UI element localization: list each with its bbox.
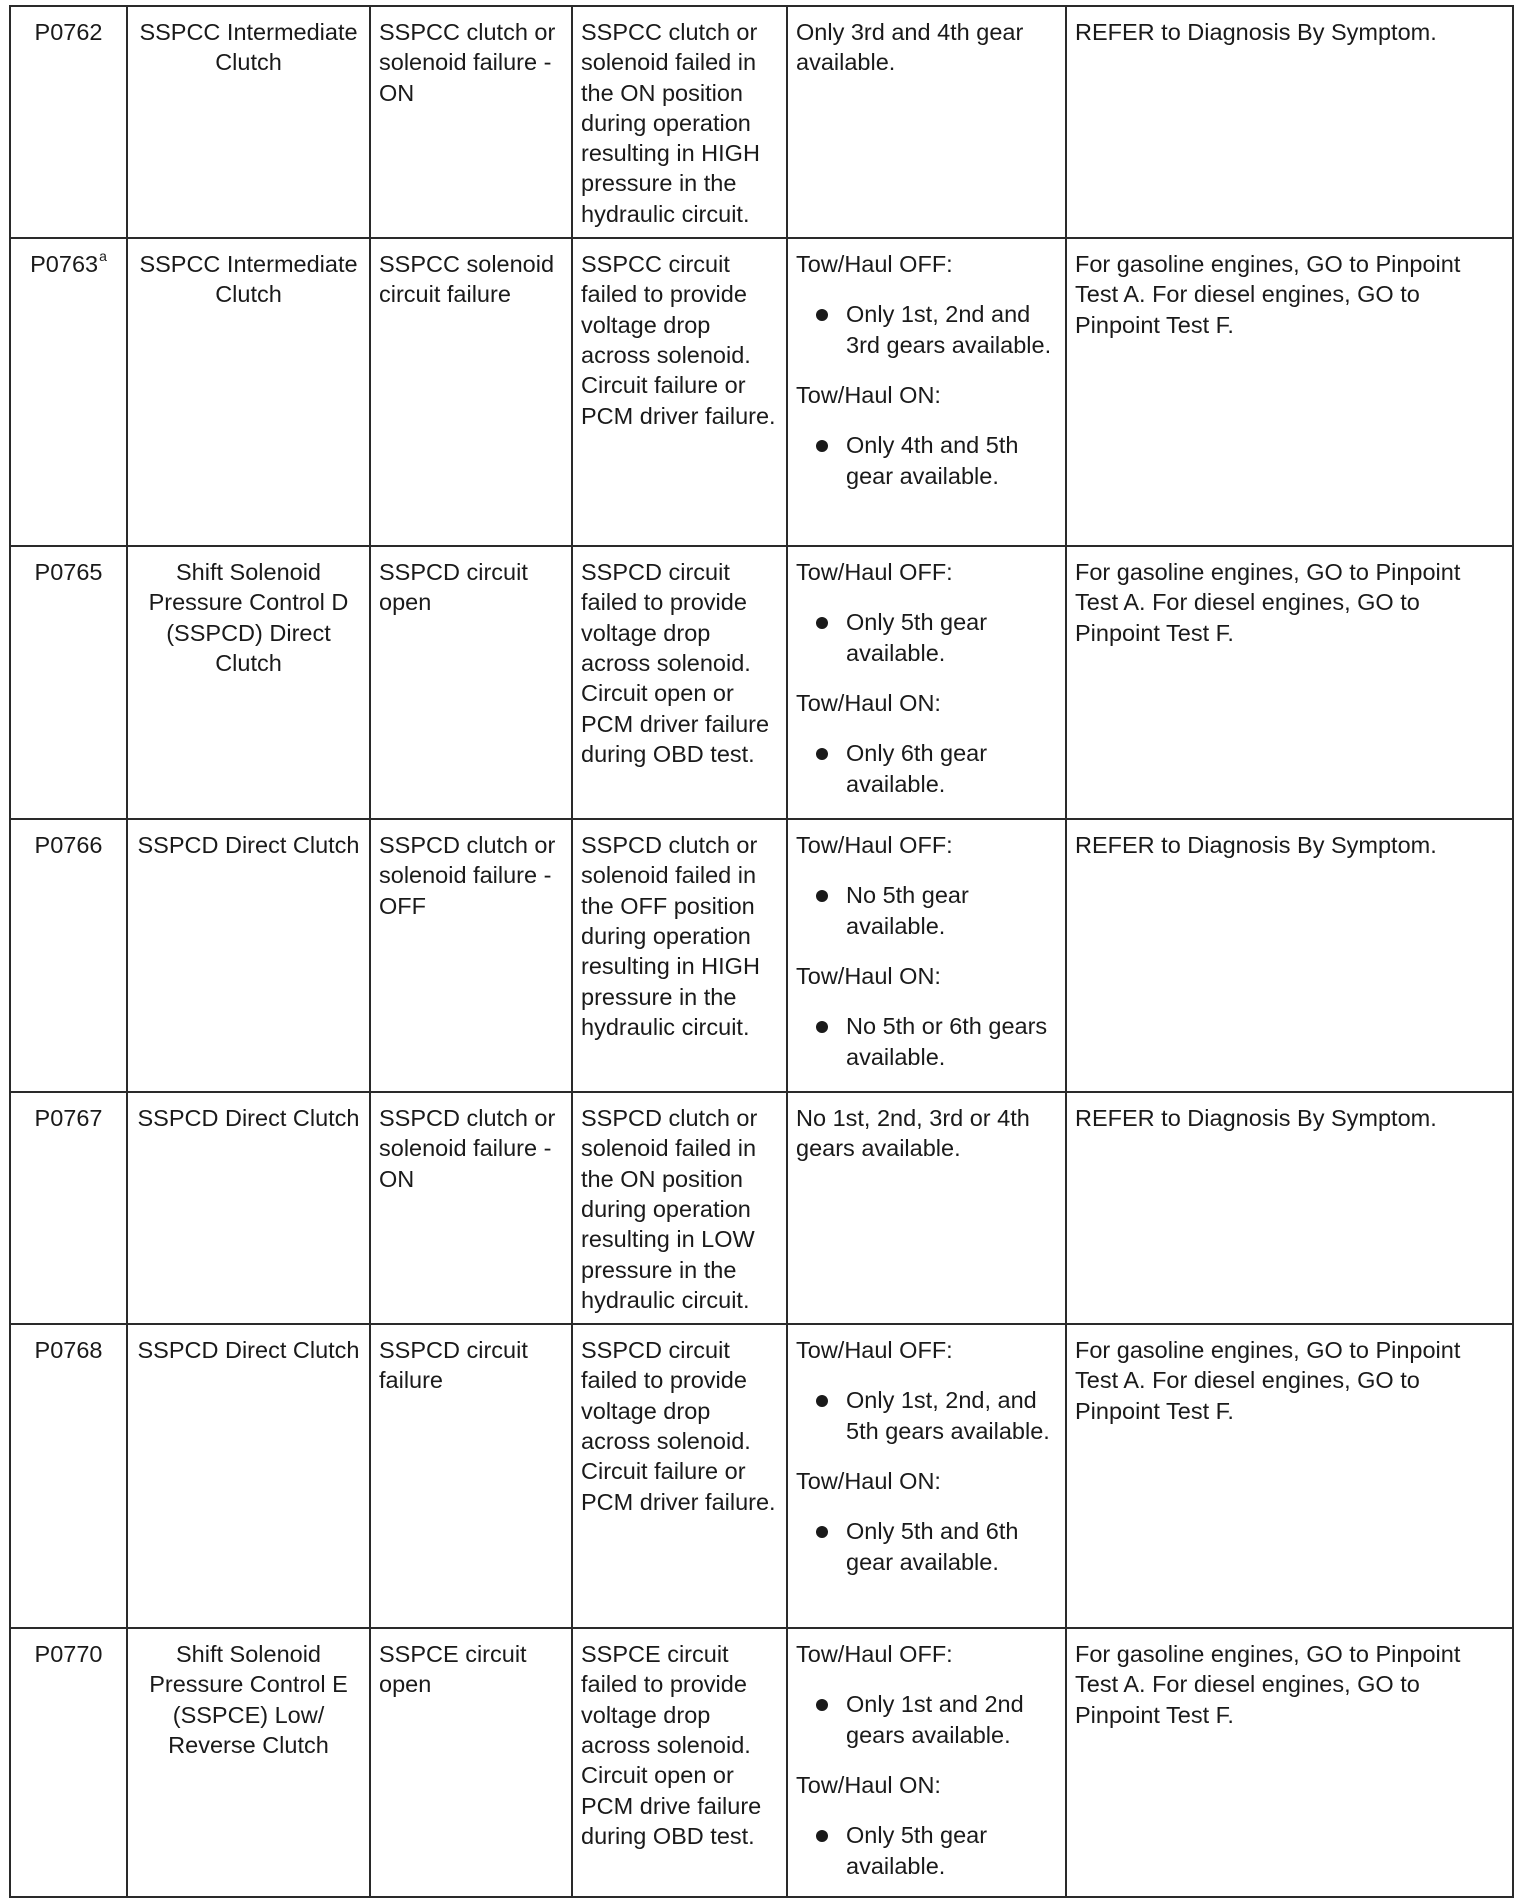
symptom-list xyxy=(796,299,1057,360)
tow-haul-on-label: Tow/Haul ON: xyxy=(796,381,941,408)
dtc-code-cell xyxy=(10,1628,127,1897)
symptom-cell xyxy=(787,819,1066,1092)
symptom-list xyxy=(796,1689,1057,1750)
component-name: SSPCD Direct Clutch xyxy=(127,819,370,1092)
tow-haul-off-label: Tow/Haul OFF: xyxy=(796,1641,953,1668)
component-name: SSPCD Direct Clutch xyxy=(127,1324,370,1628)
symptom-cell xyxy=(787,238,1066,546)
description-text: SSPCC circuit failed to provide voltage drop across solenoid. Circuit failure or PCM driver failure. xyxy=(572,238,787,546)
condition-text: SSPCD circuit open xyxy=(370,546,572,819)
list-item: Only 1st, 2nd, and 5th gears available. xyxy=(796,1385,1057,1446)
table-row xyxy=(10,238,1513,546)
list-item: Only 5th and 6th gear available. xyxy=(796,1516,1057,1577)
list-item: Only 1st and 2nd gears available. xyxy=(796,1689,1057,1750)
dtc-code-cell xyxy=(10,819,127,1092)
list-item: No 5th gear available. xyxy=(796,880,1057,941)
description-text: SSPCD circuit failed to provide voltage drop across solenoid. Circuit failure or PCM driver failure. xyxy=(572,1324,787,1628)
condition-text: SSPCD clutch or solenoid failure - ON xyxy=(370,1092,572,1324)
symptom-list xyxy=(796,880,1057,941)
tow-haul-on-label: Tow/Haul ON: xyxy=(796,962,941,989)
list-item: Only 4th and 5th gear available. xyxy=(796,430,1057,491)
table-row xyxy=(10,6,1513,238)
action-text: REFER to Diagnosis By Symptom. xyxy=(1066,819,1513,1092)
tow-haul-on-label: Tow/Haul ON: xyxy=(796,689,941,716)
component-name: Shift Solenoid Pressure Control D (SSPCD) Direct Clutch xyxy=(127,546,370,819)
condition-text: SSPCC clutch or solenoid failure - ON xyxy=(370,6,572,238)
action-text: For gasoline engines, GO to Pinpoint Test A. For diesel engines, GO to Pinpoint Test F. xyxy=(1066,1324,1513,1628)
list-item: Only 5th gear available. xyxy=(796,1820,1057,1881)
tow-haul-on-label: Tow/Haul ON: xyxy=(796,1772,941,1799)
action-text: For gasoline engines, GO to Pinpoint Test A. For diesel engines, GO to Pinpoint Test F. xyxy=(1066,238,1513,546)
dtc-code: P0766 xyxy=(34,832,103,859)
dtc-code-cell xyxy=(10,546,127,819)
action-text: REFER to Diagnosis By Symptom. xyxy=(1066,6,1513,238)
dtc-code-cell xyxy=(10,238,127,546)
tow-haul-off-label: Tow/Haul OFF: xyxy=(796,832,953,859)
symptom-list xyxy=(796,1385,1057,1446)
list-item: Only 6th gear available. xyxy=(796,738,1057,799)
symptom-text: Only 3rd and 4th gear available. xyxy=(787,6,1066,238)
dtc-code: P0768 xyxy=(34,1337,103,1364)
symptom-cell xyxy=(787,1324,1066,1628)
symptom-list xyxy=(796,1011,1057,1072)
component-name: SSPCD Direct Clutch xyxy=(127,1092,370,1324)
symptom-list xyxy=(796,607,1057,668)
list-item: No 5th or 6th gears available. xyxy=(796,1011,1057,1072)
dtc-table xyxy=(9,5,1514,1898)
action-text: REFER to Diagnosis By Symptom. xyxy=(1066,1092,1513,1324)
dtc-code: P0763 xyxy=(30,251,99,278)
condition-text: SSPCC solenoid circuit failure xyxy=(370,238,572,546)
action-text: For gasoline engines, GO to Pinpoint Test A. For diesel engines, GO to Pinpoint Test F. xyxy=(1066,1628,1513,1897)
tow-haul-off-label: Tow/Haul OFF: xyxy=(796,559,953,586)
description-text: SSPCE circuit failed to provide voltage drop across solenoid. Circuit open or PCM drive failure during OBD test. xyxy=(572,1628,787,1897)
dtc-code: P0765 xyxy=(34,559,103,586)
symptom-cell xyxy=(787,1628,1066,1897)
dtc-code-cell xyxy=(10,6,127,238)
condition-text: SSPCD circuit failure xyxy=(370,1324,572,1628)
dtc-code: P0770 xyxy=(34,1641,103,1668)
symptom-cell xyxy=(787,546,1066,819)
component-name: SSPCC Intermediate Clutch xyxy=(127,238,370,546)
symptom-list xyxy=(796,738,1057,799)
list-item: Only 1st, 2nd and 3rd gears available. xyxy=(796,299,1057,360)
symptom-text: No 1st, 2nd, 3rd or 4th gears available. xyxy=(787,1092,1066,1324)
dtc-code: P0767 xyxy=(34,1105,103,1132)
symptom-list xyxy=(796,1516,1057,1577)
tow-haul-on-label: Tow/Haul ON: xyxy=(796,1468,941,1495)
symptom-list xyxy=(796,430,1057,491)
table-row xyxy=(10,819,1513,1092)
table-row xyxy=(10,1324,1513,1628)
dtc-code-cell xyxy=(10,1324,127,1628)
table-row xyxy=(10,1628,1513,1897)
description-text: SSPCD clutch or solenoid failed in the ON position during operation resulting in LOW pressure in the hydraulic circuit. xyxy=(572,1092,787,1324)
condition-text: SSPCE circuit open xyxy=(370,1628,572,1897)
footnote-marker: a xyxy=(99,248,107,265)
description-text: SSPCD clutch or solenoid failed in the OFF position during operation resulting in HIGH pressure in the hydraulic circuit. xyxy=(572,819,787,1092)
description-text: SSPCD circuit failed to provide voltage drop across solenoid. Circuit open or PCM driver failure during OBD test. xyxy=(572,546,787,819)
list-item: Only 5th gear available. xyxy=(796,607,1057,668)
dtc-code: P0762 xyxy=(34,19,103,45)
action-text: For gasoline engines, GO to Pinpoint Test A. For diesel engines, GO to Pinpoint Test F. xyxy=(1066,546,1513,819)
table-row xyxy=(10,546,1513,819)
tow-haul-off-label: Tow/Haul OFF: xyxy=(796,1337,953,1364)
tow-haul-off-label: Tow/Haul OFF: xyxy=(796,251,953,278)
description-text: SSPCC clutch or solenoid failed in the ON position during operation resulting in HIGH pressure in the hydraulic circuit. xyxy=(572,6,787,238)
symptom-list xyxy=(796,1820,1057,1881)
component-name: SSPCC Intermediate Clutch xyxy=(127,6,370,238)
table-row xyxy=(10,1092,1513,1324)
condition-text: SSPCD clutch or solenoid failure - OFF xyxy=(370,819,572,1092)
dtc-code-cell xyxy=(10,1092,127,1324)
component-name: Shift Solenoid Pressure Control E (SSPCE) Low/ Reverse Clutch xyxy=(127,1628,370,1897)
